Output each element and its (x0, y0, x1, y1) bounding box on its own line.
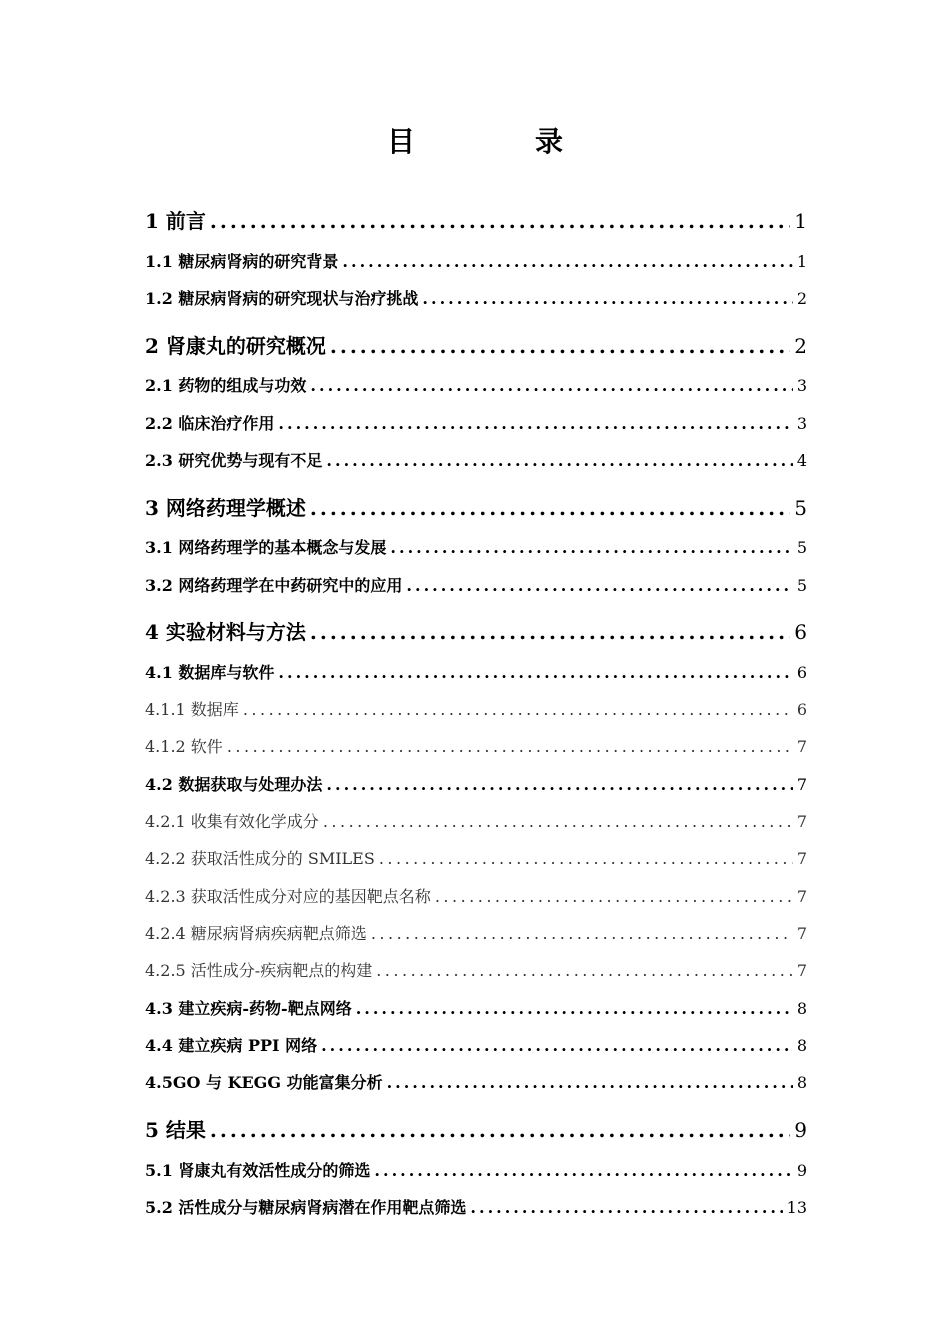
toc-entry-label: 2.1 药物的组成与功效 (145, 376, 307, 395)
toc-leader-dots (321, 1036, 793, 1055)
toc-entry-page: 5 (794, 496, 807, 520)
toc-entry-label: 4.1.1 数据库 (145, 700, 239, 719)
toc-leader-dots (406, 576, 792, 595)
toc-leader-dots (310, 620, 790, 644)
toc-entry-label: 4 实验材料与方法 (145, 620, 306, 644)
toc-entry-page: 4 (796, 451, 807, 470)
toc-entry-label: 3.1 网络药理学的基本概念与发展 (145, 538, 387, 557)
toc-entry-page: 5 (796, 576, 807, 595)
toc-entry[interactable] (145, 1195, 807, 1218)
toc-leader-dots (210, 1118, 790, 1142)
toc-entry[interactable] (145, 373, 807, 396)
toc-entry-label: 4.4 建立疾病 PPI 网络 (145, 1036, 318, 1055)
toc-entry-label: 2.2 临床治疗作用 (145, 414, 275, 433)
toc-entry[interactable] (145, 1033, 807, 1056)
toc-leader-dots (326, 775, 792, 794)
toc-entry[interactable] (145, 535, 807, 558)
toc-entry[interactable] (145, 205, 807, 234)
toc-entry-page: 6 (794, 620, 807, 644)
toc-entry-label: 5.2 活性成分与糖尿病肾病潜在作用靶点筛选 (145, 1198, 467, 1217)
toc-leader-dots (422, 289, 792, 308)
toc-entry-label: 1 前言 (145, 209, 206, 233)
toc-entry[interactable] (145, 1114, 807, 1143)
toc-leader-dots (210, 209, 790, 233)
toc-entry-page: 5 (796, 538, 807, 557)
toc-entry[interactable] (145, 616, 807, 645)
toc-entry-page: 1 (794, 209, 807, 233)
toc-entry-page: 7 (796, 849, 807, 868)
toc-leader-dots (330, 334, 790, 358)
toc-entry-label: 4.2.2 获取活性成分的 SMILES (145, 849, 375, 868)
toc-entry[interactable] (145, 411, 807, 434)
toc-entry-label: 4.2.5 活性成分-疾病靶点的构建 (145, 961, 373, 980)
toc-entry-page: 7 (796, 737, 807, 756)
toc-entry[interactable] (145, 996, 807, 1019)
toc-leader-dots (379, 849, 793, 868)
toc-entry[interactable] (145, 772, 807, 795)
toc-entry-page: 6 (796, 700, 807, 719)
toc-entry-label: 4.2.4 糖尿病肾病疾病靶点筛选 (145, 924, 367, 943)
toc-entry-page: 2 (794, 334, 807, 358)
toc-entry-page: 7 (796, 924, 807, 943)
toc-entry[interactable] (145, 1158, 807, 1181)
toc-entry-label: 1.2 糖尿病肾病的研究现状与治疗挑战 (145, 289, 419, 308)
toc-entry[interactable] (145, 697, 807, 720)
toc-entry-page: 3 (796, 414, 807, 433)
toc-entry-page: 9 (796, 1161, 807, 1180)
toc-entry[interactable] (145, 921, 807, 944)
toc-entry[interactable] (145, 846, 807, 869)
toc-leader-dots (435, 887, 793, 906)
toc-title: 目 录 (386, 125, 609, 158)
toc-entry[interactable] (145, 958, 807, 981)
toc-leader-dots (310, 496, 790, 520)
toc-entry-page: 7 (796, 812, 807, 831)
toc-leader-dots (342, 252, 792, 271)
toc-entry-label: 5 结果 (145, 1118, 206, 1142)
toc-entry[interactable] (145, 884, 807, 907)
toc-entry-page: 8 (796, 999, 807, 1018)
toc-entry[interactable] (145, 734, 807, 757)
toc-entry-label: 4.2 数据获取与处理办法 (145, 775, 323, 794)
toc-entry-label: 4.5GO 与 KEGG 功能富集分析 (145, 1073, 383, 1092)
toc-entry-label: 2.3 研究优势与现有不足 (145, 451, 323, 470)
toc-entry[interactable] (145, 286, 807, 309)
toc-leader-dots (387, 1073, 793, 1092)
toc-entry-label: 4.2.1 收集有效化学成分 (145, 812, 319, 831)
toc-leader-dots (390, 538, 792, 557)
toc-entry-label: 1.1 糖尿病肾病的研究背景 (145, 252, 339, 271)
toc-entry-page: 6 (796, 663, 807, 682)
toc-leader-dots (278, 414, 792, 433)
toc-leader-dots (470, 1198, 782, 1217)
toc-entry-label: 4.1.2 软件 (145, 737, 223, 756)
toc-entry-label: 4.2.3 获取活性成分对应的基因靶点名称 (145, 887, 431, 906)
toc-entry[interactable] (145, 660, 807, 683)
toc-entry-page: 2 (796, 289, 807, 308)
toc-leader-dots (356, 999, 793, 1018)
toc-leader-dots (371, 924, 793, 943)
toc-entry-page: 8 (796, 1036, 807, 1055)
toc-entry-page: 7 (796, 887, 807, 906)
toc-leader-dots (227, 737, 793, 756)
toc-leader-dots (310, 376, 792, 395)
toc-entry-label: 4.1 数据库与软件 (145, 663, 275, 682)
toc-entry-label: 2 肾康丸的研究概况 (145, 334, 326, 358)
toc-entry-page: 1 (796, 252, 807, 271)
toc-leader-dots (326, 451, 792, 470)
toc-entry-page: 9 (794, 1118, 807, 1142)
toc-entry-page: 8 (796, 1073, 807, 1092)
toc-entry[interactable] (145, 573, 807, 596)
toc-entry[interactable] (145, 249, 807, 272)
toc-leader-dots (323, 812, 793, 831)
toc-leader-dots (278, 663, 792, 682)
toc-entry-label: 3 网络药理学概述 (145, 496, 306, 520)
toc-entry-page: 3 (796, 376, 807, 395)
toc-entry[interactable] (145, 448, 807, 471)
toc-entry-label: 5.1 肾康丸有效活性成分的筛选 (145, 1161, 371, 1180)
toc-entry[interactable] (145, 330, 807, 359)
toc-entry[interactable] (145, 1070, 807, 1093)
toc-entry-page: 13 (786, 1198, 807, 1217)
toc-entry-page: 7 (796, 961, 807, 980)
toc-leader-dots (243, 700, 793, 719)
toc-entry[interactable] (145, 492, 807, 521)
toc-leader-dots (376, 961, 793, 980)
toc-entry[interactable] (145, 809, 807, 832)
toc-entry-page: 7 (796, 775, 807, 794)
toc-entry-label: 3.2 网络药理学在中药研究中的应用 (145, 576, 403, 595)
toc-entry-label: 4.3 建立疾病-药物-靶点网络 (145, 999, 352, 1018)
toc-leader-dots (374, 1161, 792, 1180)
